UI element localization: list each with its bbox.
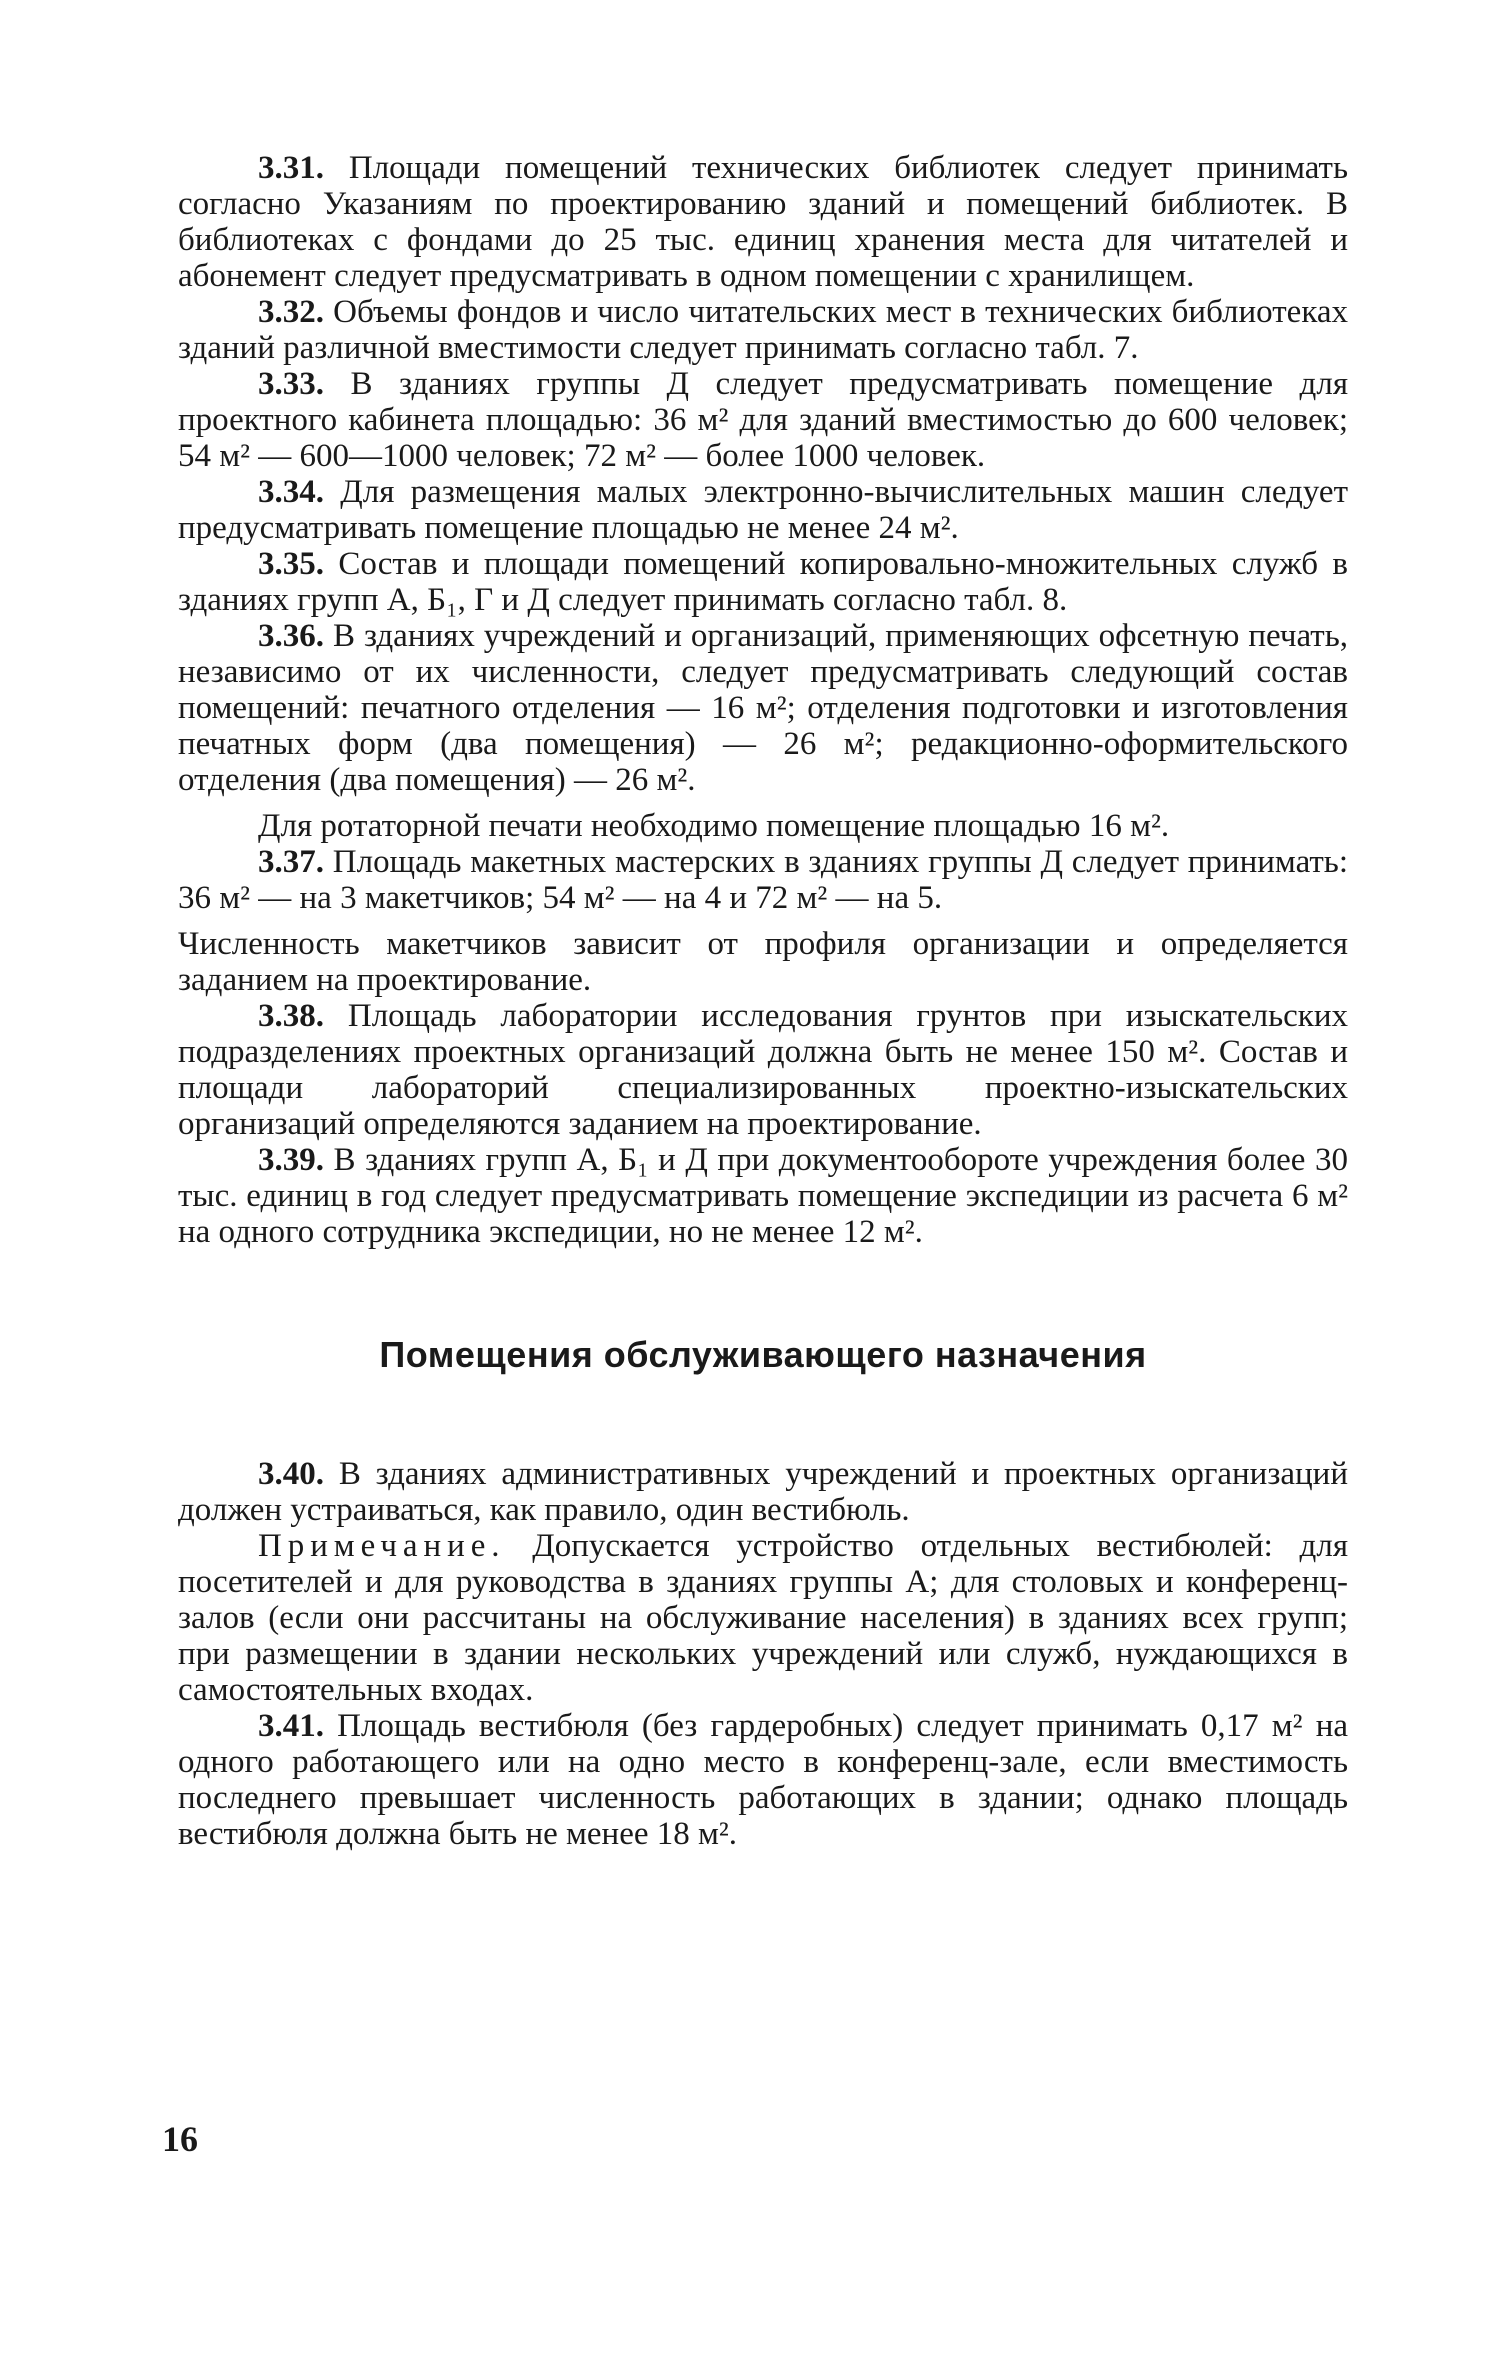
clause-number: 3.40. bbox=[258, 1456, 324, 1492]
clause-number: 3.34. bbox=[258, 474, 324, 510]
section-heading: Помещения обслуживающего назначения bbox=[379, 1334, 1147, 1375]
clause-text: Площадь лаборатории исследования грунтов при изыскательских подразделениях проектных организаций должна быть не менее 150 м². Состав и площади лабораторий специализированных проектно-изыскательских организаций определяются заданием на проектирование. bbox=[178, 998, 1348, 1142]
note-text: Допускается устройство отдельных вестибюлей: для посетителей и для руководства в зданиях группы А; для столовых и конференц-залов (если они рассчитаны на обслуживание населения) в зданиях всех групп; при размещении в здании нескольких учреждений или служб, нуждающихся в самостоятельных входах. bbox=[178, 1528, 1348, 1708]
clause-number: 3.37. bbox=[258, 844, 324, 880]
clause-text: Состав и площади помещений копировально-множительных служб в зданиях групп А, Б₁, Г и Д следует принимать согласно табл. 8. bbox=[178, 546, 1348, 618]
paragraph-3-32 bbox=[178, 294, 1348, 366]
clause-number: 3.41. bbox=[258, 1708, 324, 1744]
paragraph-3-40 bbox=[178, 1456, 1348, 1528]
clause-text: Площадь вестибюля (без гардеробных) следует принимать 0,17 м² на одного работающего или на одно место в конференц-зале, если вместимость последнего превышает численность работающих в здании; однако площадь вестибюля должна быть не менее 18 м². bbox=[178, 1708, 1348, 1852]
clause-text: В зданиях групп А, Б₁ и Д при документообороте учреждения более 30 тыс. единиц в год следует предусматривать помещение экспедиции из расчета 6 м² на одного сотрудника экспедиции, но не менее 12 м². bbox=[178, 1142, 1348, 1250]
clause-text: Объемы фондов и число читательских мест в технических библиотеках зданий различной вместимости следует принимать согласно табл. 7. bbox=[178, 294, 1348, 366]
clause-number: 3.32. bbox=[258, 294, 324, 330]
clause-text: Площадь макетных мастерских в зданиях группы Д следует принимать: 36 м² — на 3 макетчиков; 54 м² — на 4 и 72 м² — на 5. bbox=[178, 844, 1348, 916]
clause-text: В зданиях учреждений и организаций, применяющих офсетную печать, независимо от их численности, следует предусматривать следующий состав помещений: печатного отделения — 16 м²; отделения подготовки и изготовления печатных форм (два помещения) — 26 м²; редакционно-оформительского отделения (два помещения) — 26 м². bbox=[178, 618, 1348, 798]
clause-text: Для размещения малых электронно-вычислительных машин следует предусматривать помещение площадью не менее 24 м². bbox=[178, 474, 1348, 546]
paragraph-3-33 bbox=[178, 366, 1348, 474]
clause-text: В зданиях группы Д следует предусматривать помещение для проектного кабинета площадью: 36 м² для зданий вместимостью до 600 человек; 54 м² — 600—1000 человек; 72 м² — более 1000 человек. bbox=[178, 366, 1348, 474]
clause-text: Для ротаторной печати необходимо помещение площадью 16 м². bbox=[258, 808, 1170, 844]
clause-number: 3.38. bbox=[258, 998, 324, 1034]
paragraph-rotary-printing bbox=[178, 808, 1348, 844]
clause-number: 3.39. bbox=[258, 1142, 324, 1178]
clause-number: 3.33. bbox=[258, 366, 324, 402]
clause-text: Численность макетчиков зависит от профиля организации и определяется заданием на проектирование. bbox=[178, 926, 1348, 998]
paragraph-3-36 bbox=[178, 618, 1348, 798]
paragraph-3-39 bbox=[178, 1142, 1348, 1250]
page-number: 16 bbox=[162, 2119, 198, 2159]
paragraph-3-31 bbox=[178, 150, 1348, 294]
clause-text: Площади помещений технических библиотек следует принимать согласно Указаниям по проектированию зданий и помещений библиотек. В библиотеках с фондами до 25 тыс. единиц хранения места для читателей и абонемент следует предусматривать в одном помещении с хранилищем. bbox=[178, 150, 1348, 294]
clause-text: В зданиях административных учреждений и проектных организаций должен устраиваться, как правило, один вестибюль. bbox=[178, 1456, 1348, 1528]
note-label: Примечание. bbox=[258, 1528, 506, 1564]
paragraph-modelers-count bbox=[178, 926, 1348, 998]
note-paragraph bbox=[178, 1528, 1348, 1708]
paragraph-3-38 bbox=[178, 998, 1348, 1142]
paragraph-3-35 bbox=[178, 546, 1348, 618]
paragraph-3-37 bbox=[178, 844, 1348, 916]
clause-number: 3.31. bbox=[258, 150, 324, 186]
paragraph-3-34 bbox=[178, 474, 1348, 546]
paragraph-3-41 bbox=[178, 1708, 1348, 1852]
page-body bbox=[178, 150, 1348, 1852]
clause-number: 3.36. bbox=[258, 618, 324, 654]
clause-number: 3.35. bbox=[258, 546, 324, 582]
